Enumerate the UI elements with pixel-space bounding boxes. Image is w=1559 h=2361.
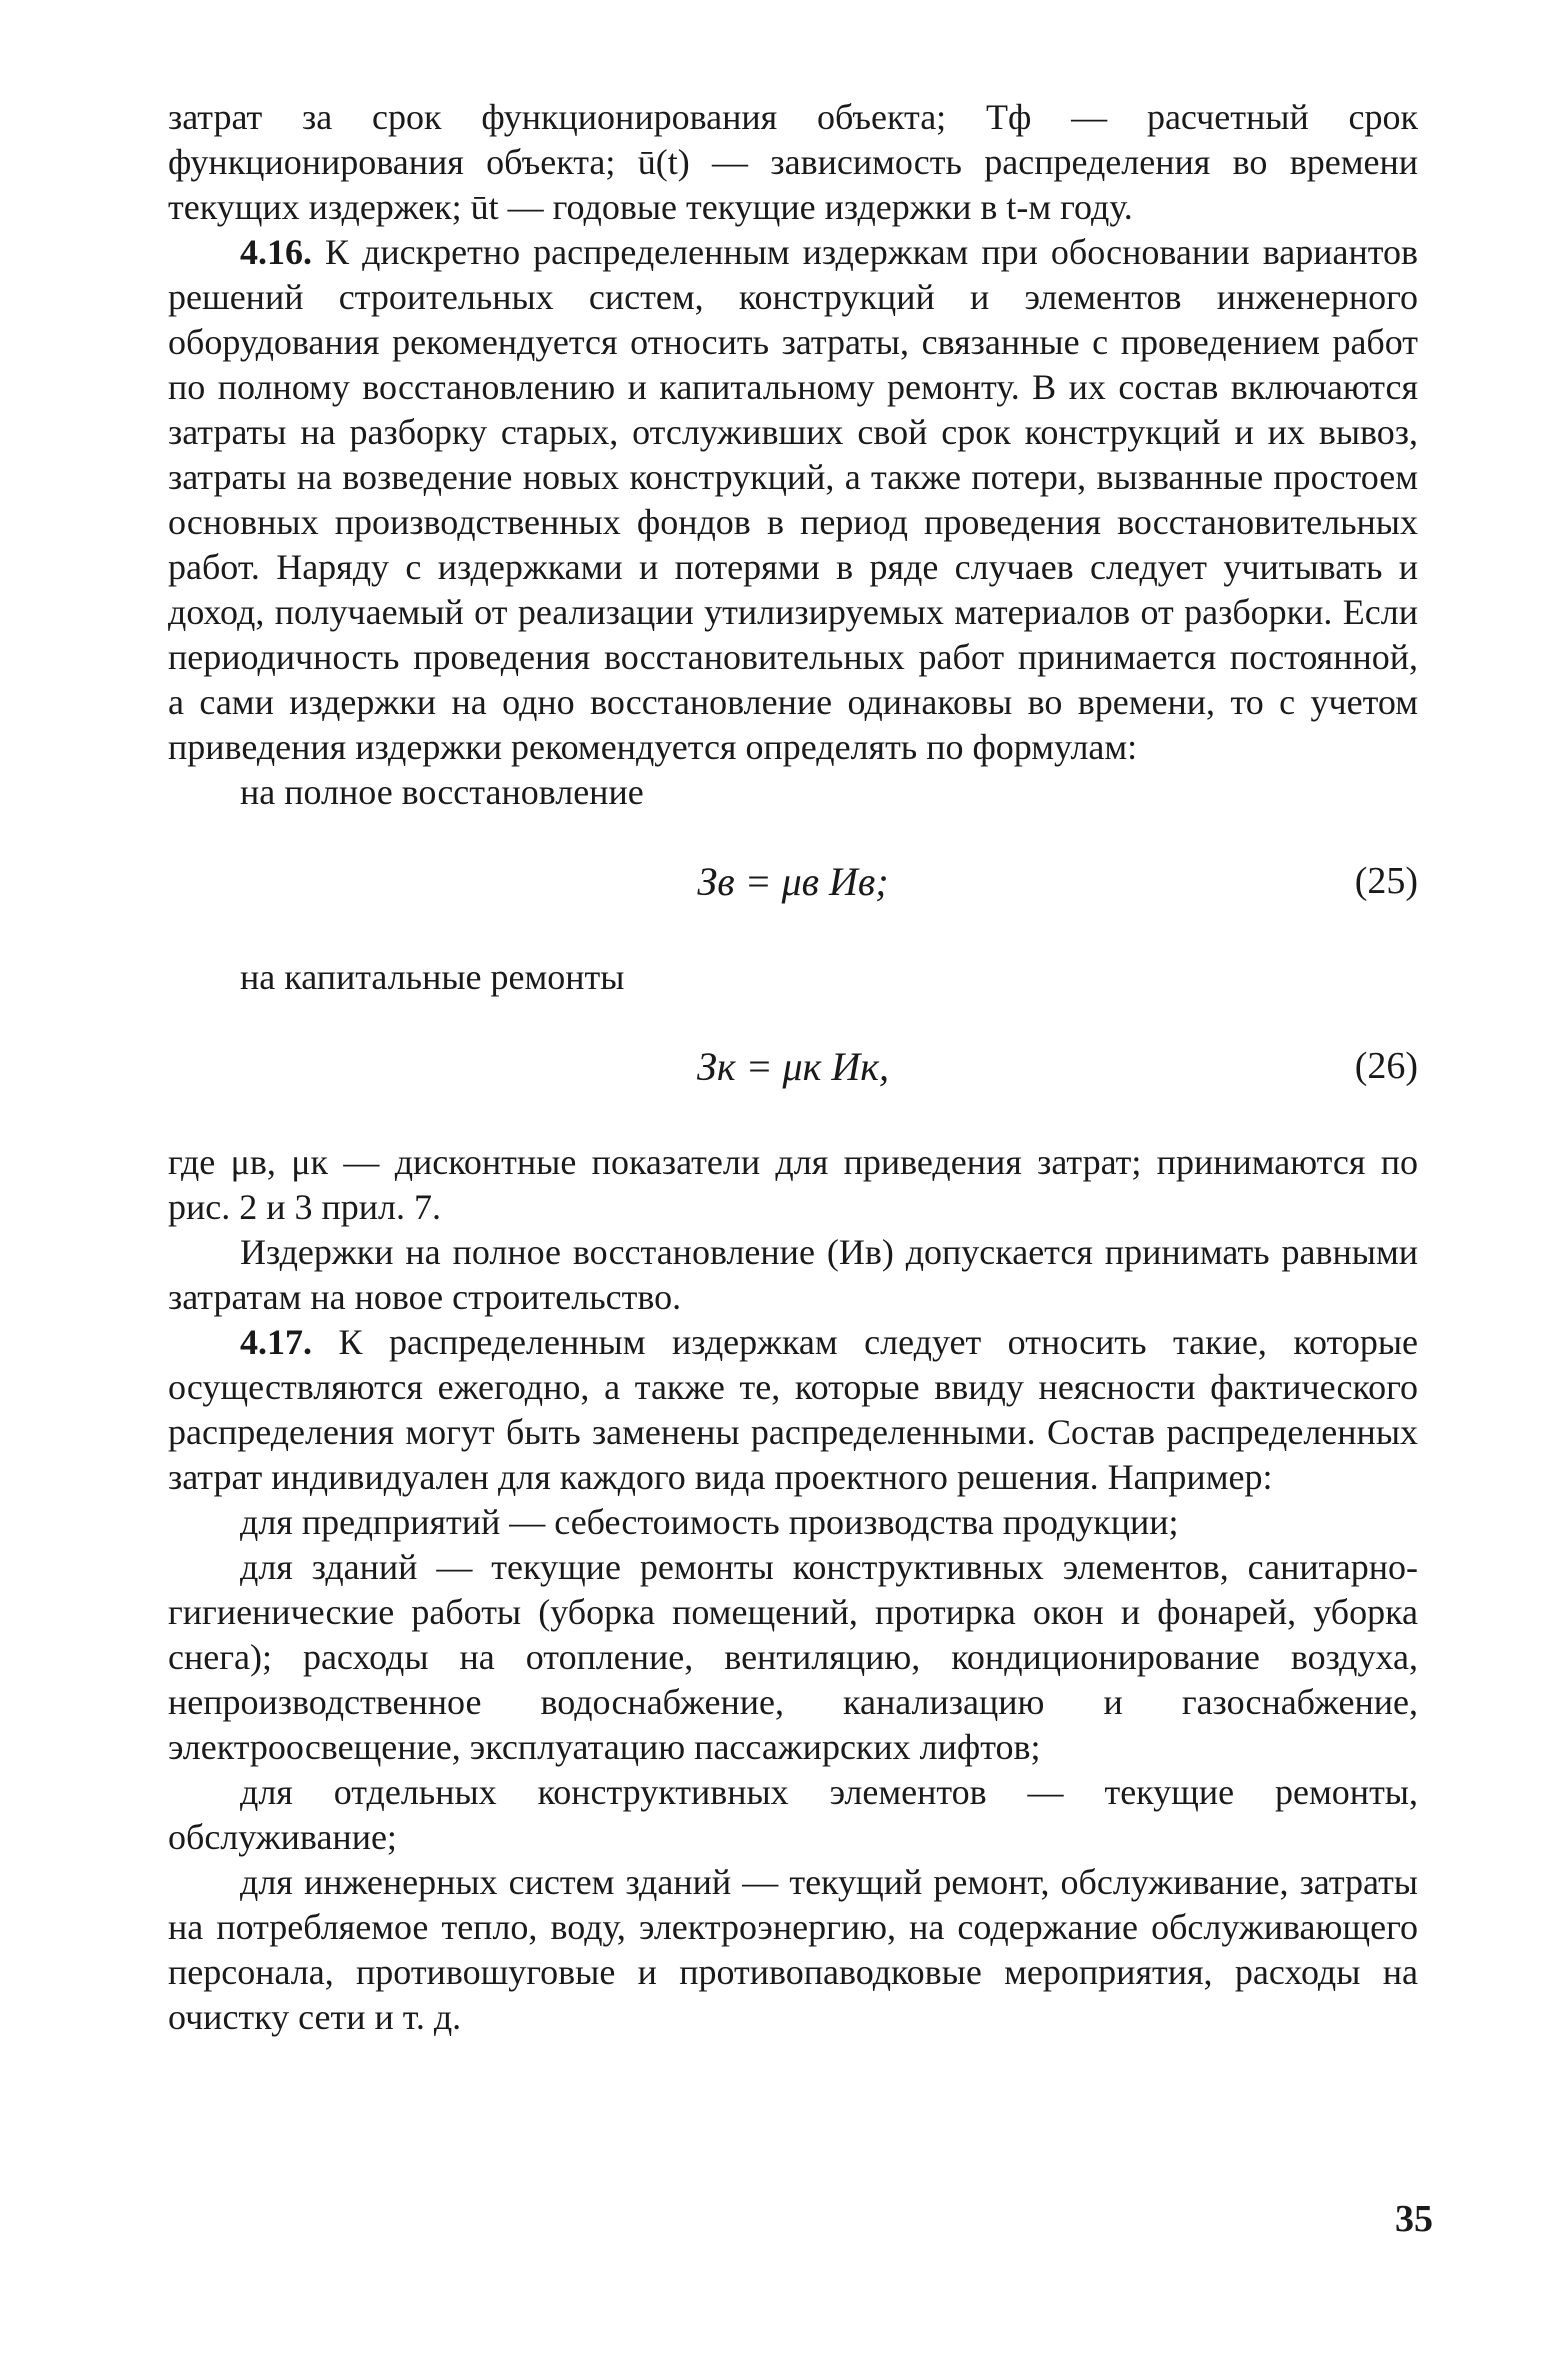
intro-paragraph: затрат за срок функционирования объекта; Тф — расчетный срок функционирования объекта; ū(t) — зависимость распределения во времени текущих издержек; ūt — годовые текущие издержки в t-м году.: [168, 97, 1418, 227]
list-item: для зданий — текущие ремонты конструктивных элементов, санитарно-гигиенические работы (уборка помещений, протирка окон и фонарей, уборка снега); расходы на отопление, вентиляцию, кондиционирование воздуха, непроизводственное водоснабжение, канализацию и газоснабжение, электроосвещение, эксплуатацию пассажирских лифтов;: [168, 1547, 1418, 1767]
formula-expression: Зв = μв Ив;: [697, 859, 889, 904]
list-item: для инженерных систем зданий — текущий ремонт, обслуживание, затраты на потребляемое тепло, воду, электроэнергию, на содержание обслуживающего персонала, противошуговые и противопаводковые мероприятия, расходы на очистку сети и т. д.: [168, 1862, 1418, 2037]
section-4-16: [168, 230, 1418, 770]
list-item: для отдельных конструктивных элементов — текущие ремонты, обслуживание;: [168, 1772, 1418, 1857]
section-text: К распределенным издержкам следует относить такие, которые осуществляются ежегодно, а также те, которые ввиду неясности фактического распределения могут быть заменены распределенными. Состав распределенных затрат индивидуален для каждого вида проектного решения. Например:: [168, 1322, 1418, 1497]
where-paragraph: где μв, μк — дисконтные показатели для приведения затрат; принимаются по рис. 2 и 3 прил. 7.: [168, 1142, 1418, 1227]
label-full-restoration: на полное восстановление: [240, 772, 644, 812]
section-4-17: [168, 1320, 1418, 1500]
formula-25: [168, 815, 1418, 955]
section-number: 4.16.: [240, 232, 312, 272]
section-text: К дискретно распределенным издержкам при обосновании вариантов решений строительных систем, конструкций и элементов инженерного оборудования рекомендуется относить затраты, связанные с проведением работ по полному восстановлению и капитальному ремонту. В их состав включаются затраты на разборку старых, отслуживших свой срок конструкций и их вывоз, затраты на возведение новых конструкций, а также потери, вызванные простоем основных производственных фондов в период проведения восстановительных работ. Наряду с издержками и потерями в ряде случаев следует учитывать и доход, получаемый от реализации утилизируемых материалов от разборки. Если периодичность проведения восстановительных работ принимается постоянной, а сами издержки на одно восстановление одинаковы во времени, то с учетом приведения издержки рекомендуется определять по формулам:: [168, 232, 1418, 767]
formula-expression: Зк = μк Ик,: [697, 1044, 889, 1089]
page-number: 35: [1395, 2198, 1433, 2240]
formula-number: (25): [1354, 860, 1418, 902]
section-number: 4.17.: [240, 1322, 312, 1362]
costs-paragraph: Издержки на полное восстановление (Ив) допускается принимать равными затратам на новое строительство.: [168, 1232, 1418, 1317]
list-item: для предприятий — себестоимость производства продукции;: [240, 1502, 1179, 1542]
page-text: [168, 95, 1418, 2040]
formula-number: (26): [1354, 1045, 1418, 1087]
label-capital-repairs: на капитальные ремонты: [240, 957, 625, 997]
formula-26: [168, 1000, 1418, 1140]
